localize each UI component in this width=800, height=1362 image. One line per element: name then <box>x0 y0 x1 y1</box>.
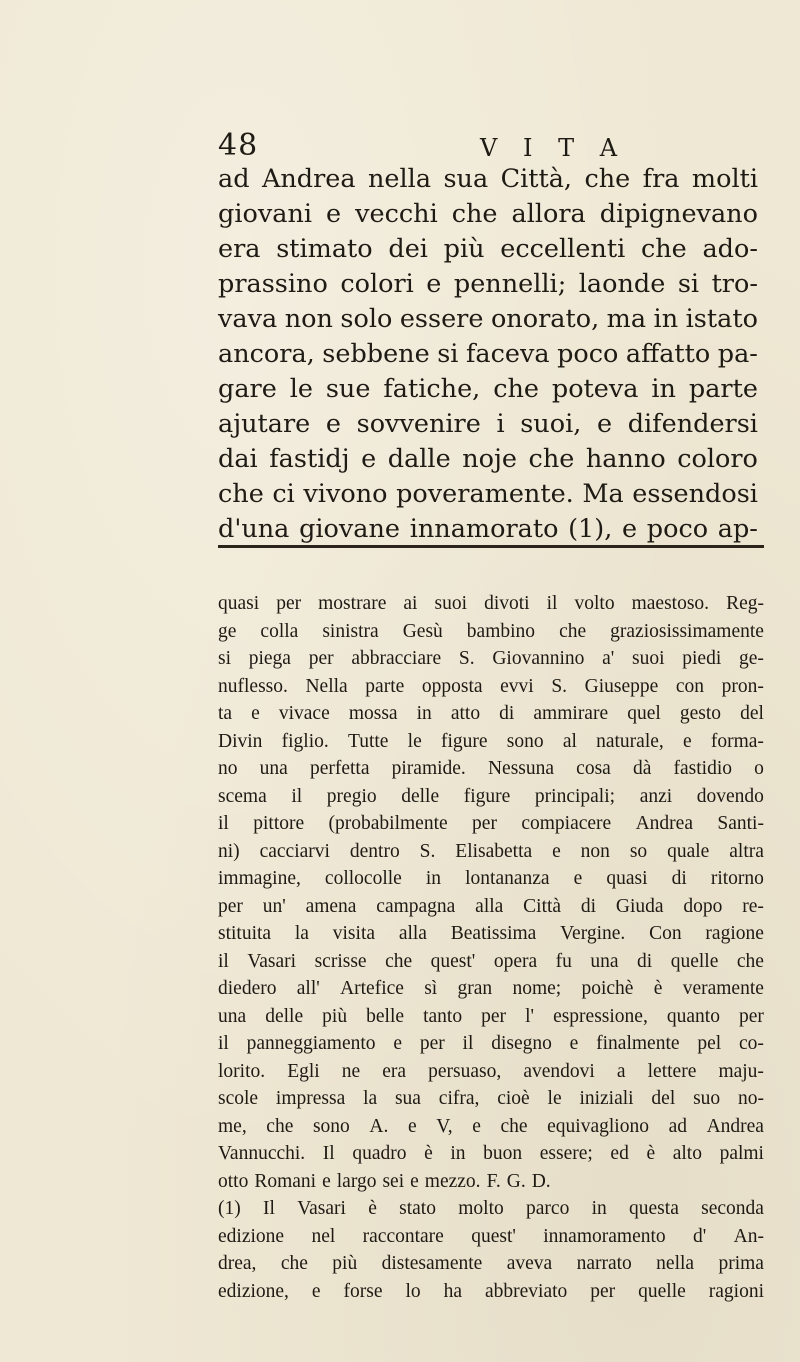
footnote-line: Vannucchi. Il quadro è in buon essere; ed è alto palmi <box>218 1143 764 1164</box>
text-line: gare le sue fatiche, che poteva in parte <box>218 374 758 404</box>
footnote-line: il pittore (probabilmente per compiacere Andrea Santi- <box>218 813 764 834</box>
footnote-line: no una perfetta piramide. Nessuna cosa dà fastidio o <box>218 758 764 779</box>
text-line: prassino colori e pennelli; laonde si tro- <box>218 269 758 299</box>
footnote-line: Divin figlio. Tutte le figure sono al naturale, e forma- <box>218 730 764 752</box>
page-number: 48 <box>218 128 259 163</box>
footnote-line: otto Romani e largo sei e mezzo. F. G. D. <box>218 1170 551 1192</box>
footnote-line: lorito. Egli ne era persuaso, avendovi a lettere maju- <box>218 1060 764 1082</box>
footnote-line: edizione nel raccontare quest' innamoramento d' An- <box>218 1225 764 1247</box>
footnote-line: drea, che più distesamente aveva narrato nella prima <box>218 1253 764 1274</box>
text-line: vava non solo essere onorato, ma in istato <box>218 304 758 334</box>
footnote-line: diedero all' Artefice sì gran nome; poichè è veramente <box>218 978 764 999</box>
text-line: dai fastidj e dalle noje che hanno coloro <box>218 444 758 474</box>
footnote-line: stituita la visita alla Beatissima Vergine. Con ragione <box>218 923 764 944</box>
footnote-line: ni) cacciarvi dentro S. Elisabetta e non so quale altra <box>218 840 764 862</box>
footnote-line: scole impressa la sua cifra, cioè le iniziali del suo no- <box>218 1088 764 1109</box>
footnote-line: nuflesso. Nella parte opposta evvi S. Giuseppe con pron- <box>218 675 764 697</box>
footnote-line: ge colla sinistra Gesù bambino che graziosissimamente <box>218 620 764 642</box>
footnote-divider <box>218 545 764 548</box>
text-line: d'una giovane innamorato (1), e poco ap- <box>218 514 758 544</box>
text-line: giovani e vecchi che allora dipignevano <box>218 199 758 229</box>
footnote-block <box>218 590 764 1305</box>
footnote-line: edizione, e forse lo ha abbreviato per quelle ragioni <box>218 1280 764 1302</box>
text-line: che ci vivono poveramente. Ma essendosi <box>218 479 758 509</box>
running-head: V I T A <box>480 134 627 162</box>
footnote-line: immagine, collocolle in lontananza e quasi di ritorno <box>218 868 764 889</box>
text-line: ad Andrea nella sua Città, che fra molti <box>218 164 758 194</box>
text-line: era stimato dei più eccellenti che ado- <box>218 234 758 264</box>
footnote-line: scema il pregio delle figure principali; anzi dovendo <box>218 785 764 807</box>
footnote-line: (1) Il Vasari è stato molto parco in questa seconda <box>218 1198 764 1219</box>
main-text <box>218 162 758 547</box>
footnote-line: il Vasari scrisse che quest' opera fu una di quelle che <box>218 950 764 972</box>
text-line: ancora, sebbene si faceva poco affatto pa- <box>218 339 758 369</box>
footnote-line: si piega per abbracciare S. Giovannino a' suoi piedi ge- <box>218 648 764 669</box>
footnote-line: me, che sono A. e V, e che equivagliono ad Andrea <box>218 1115 764 1137</box>
footnote-line: quasi per mostrare ai suoi divoti il volto maestoso. Reg- <box>218 593 764 614</box>
text-line: ajutare e sovvenire i suoi, e difendersi <box>218 409 758 439</box>
footnote-line: per un' amena campagna alla Città di Giuda dopo re- <box>218 895 764 917</box>
footnote-line: una delle più belle tanto per l' espressione, quanto per <box>218 1005 764 1027</box>
footnote-line: ta e vivace mossa in atto di ammirare quel gesto del <box>218 703 764 724</box>
footnote-line: il panneggiamento e per il disegno e finalmente pel co- <box>218 1033 764 1054</box>
